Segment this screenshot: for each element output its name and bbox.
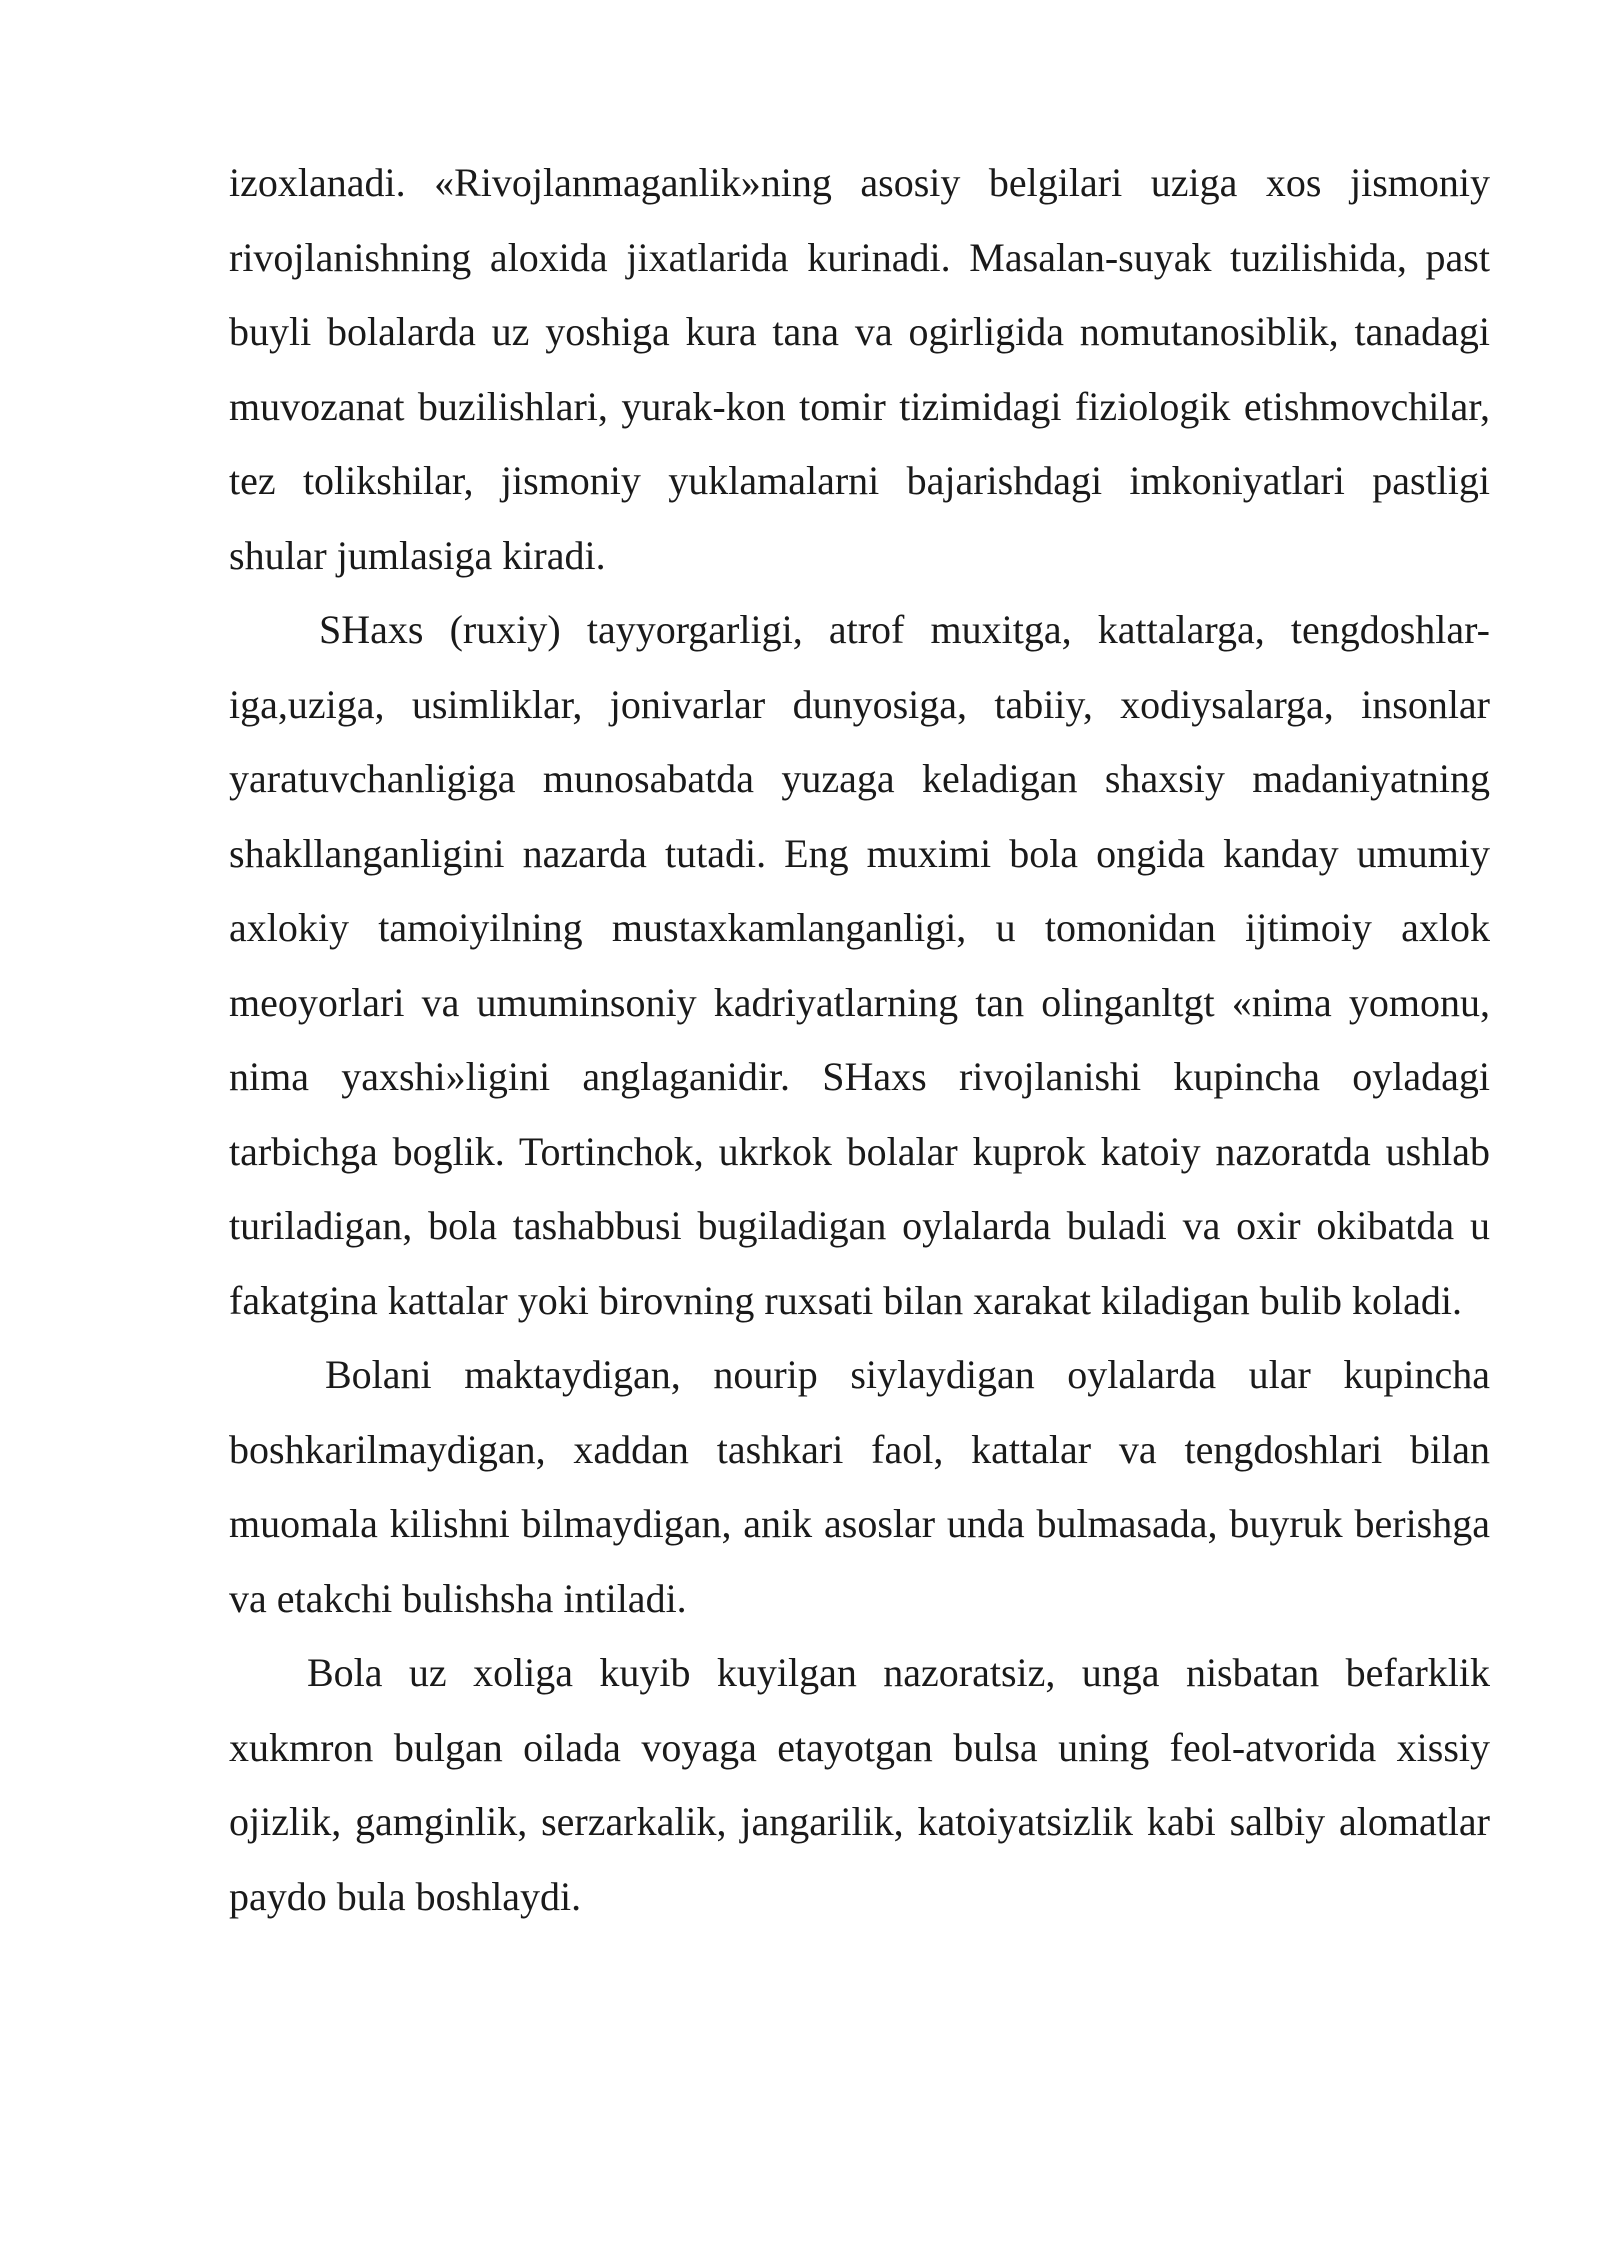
paragraph-1: izoxlanadi. «Rivojlanmaganlik»ning asosiy belgilari uziga xos jismoniy rivojlanishning aloxida jixatlarida kurinadi. Masalan-suyak tuzilishida, past buyli bolalarda uz yoshiga kura tana va ogirligida nomutanosiblik, tanadagi muvozanat buzilishlari, yurak-kon tomir tizimidagi fiziologik etishmovchilar, tez tolikshilar, jismoniy yuklamalarni bajarishdagi imkoniyatlari pastligi shular jumlasiga kiradi. <box>229 160 1490 578</box>
paragraph-3: Bolani maktaydigan, nourip siylaydigan oylalarda ular kupincha boshkarilmaydigan, xaddan tashkari faol, kattalar va tengdoshlari bilan muomala kilishni bilmaydigan, anik asoslar unda bulmasada, buyruk berishga va etakchi bulishsha intiladi. <box>229 1352 1490 1621</box>
paragraph-4: Bola uz xoliga kuyib kuyilgan nazoratsiz, unga nisbatan befarklik xukmron bulgan oilada voyaga etayotgan bulsa uning feol-atvorida xissiy ojizlik, gamginlik, serzarkalik, jangarilik, katoiyatsizlik kabi salbiy alomatlar paydo bula boshlaydi. <box>229 1650 1490 1919</box>
paragraph-2: SHaxs (ruxiy) tayyorgarligi, atrof muxitga, kattalarga, tengdoshlar-iga,uziga, usimliklar, jonivarlar dunyosiga, tabiiy, xodiysalarga, insonlar yaratuvchanligiga munosabatda yuzaga keladigan shaxsiy madaniyatning shakllanganligini nazarda tutadi. Eng muximi bola ongida kanday umumiy axlokiy tamoiyilning mustaxkamlanganligi, u tomonidan ijtimoiy axlok meoyorlari va umuminsoniy kadriyatlarning tan olinganltgt «nima yomonu, nima yaxshi»ligini anglaganidir. SHaxs rivojlanishi kupincha oyladagi tarbichga boglik. Tortinchok, ukrkok bolalar kuprok katoiy nazoratda ushlab turiladigan, bola tashabbusi bugiladigan oylalarda buladi va oxir okibatda u fakatgina kattalar yoki birovning ruxsati bilan xarakat kiladigan bulib koladi. <box>229 607 1490 1323</box>
document-page <box>229 146 1490 1934</box>
